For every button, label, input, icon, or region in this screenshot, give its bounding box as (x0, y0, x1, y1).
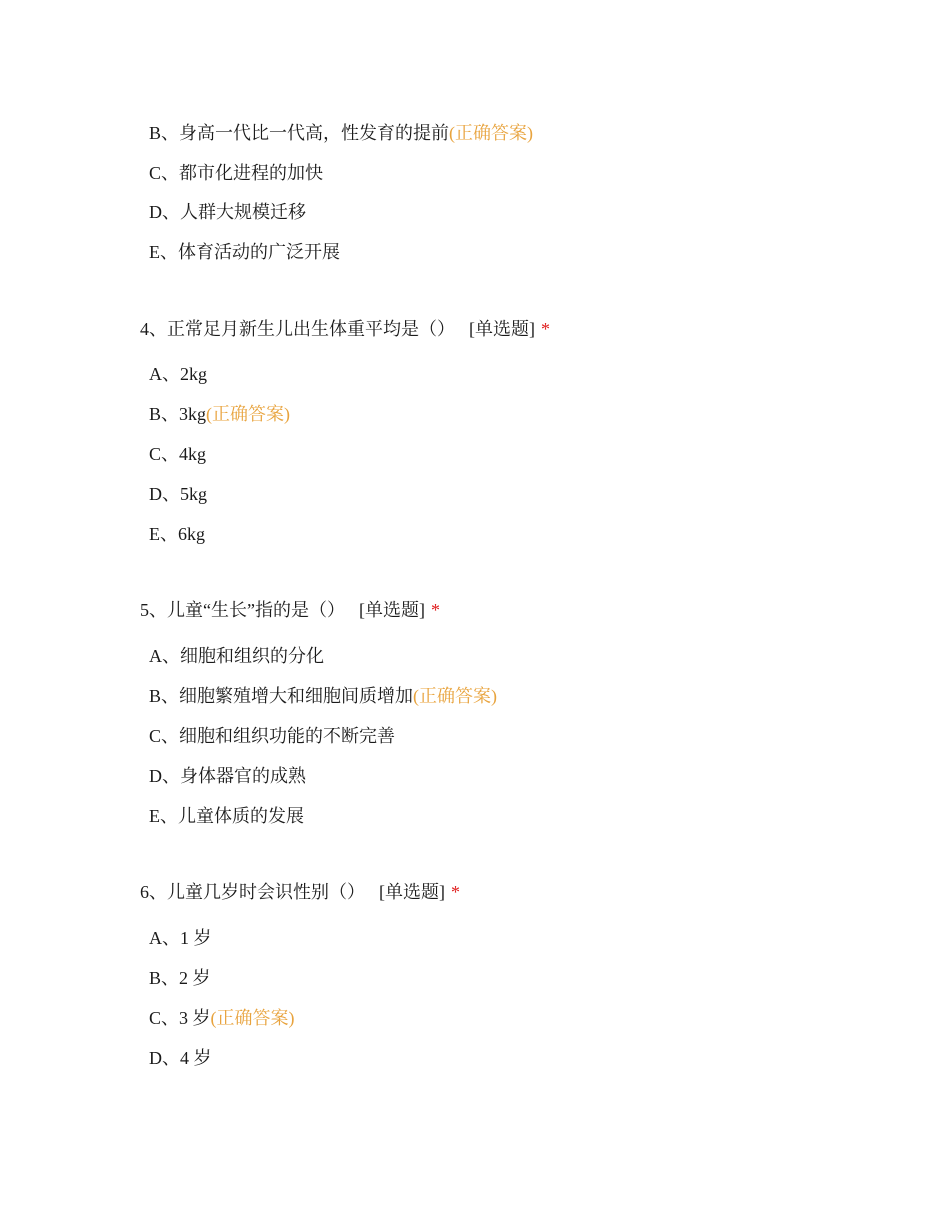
option-label: C、3 岁 (149, 1008, 211, 1028)
question-text: 4、正常足月新生儿出生体重平均是（） (140, 319, 455, 339)
question-4-title (140, 317, 550, 341)
question-5-title (140, 598, 440, 622)
question-type: [单选题] (358, 600, 425, 620)
q4-option-b (149, 402, 290, 426)
question-type: [单选题] (469, 319, 535, 339)
option-label: C、4kg (149, 444, 207, 464)
option-label: E、儿童体质的发展 (149, 806, 304, 826)
q4-option-a (149, 362, 207, 386)
correct-answer-mark: (正确答案) (413, 686, 498, 706)
question-text: 5、儿童“生长”指的是（） (140, 600, 345, 620)
q6-option-a (149, 926, 212, 950)
option-label: A、1 岁 (149, 928, 212, 948)
option-label: A、细胞和组织的分化 (149, 646, 324, 666)
q4-option-e (149, 522, 205, 546)
q6-option-b (149, 966, 211, 990)
option-label: C、都市化进程的加快 (149, 163, 324, 183)
option-label: D、身体器官的成熟 (149, 766, 306, 786)
option-label: B、细胞繁殖增大和细胞间质增加 (149, 686, 414, 706)
required-mark: * (451, 882, 460, 902)
question-type: [单选题] (379, 882, 445, 902)
option-label: D、5kg (149, 484, 207, 504)
option-label: B、身高一代比一代高，性发育的提前 (149, 123, 450, 143)
q5-option-b (149, 684, 497, 708)
correct-answer-mark: (正确答案) (210, 1008, 295, 1028)
option-label: E、6kg (149, 524, 205, 544)
option-label: B、2 岁 (149, 968, 211, 988)
option-label: A、2kg (149, 364, 207, 384)
option-label: E、体育活动的广泛开展 (149, 242, 340, 262)
q6-option-c (149, 1006, 295, 1030)
option-label: C、细胞和组织功能的不断完善 (149, 726, 396, 746)
q3-option-d (149, 200, 306, 224)
q5-option-d (149, 764, 306, 788)
correct-answer-mark: (正确答案) (449, 123, 534, 143)
question-6-title (140, 880, 460, 904)
q4-option-d (149, 482, 207, 506)
q5-option-e (149, 804, 304, 828)
q3-option-e (149, 240, 340, 264)
option-label: D、4 岁 (149, 1048, 212, 1068)
required-mark: * (430, 600, 440, 620)
q3-option-b (149, 121, 533, 145)
q3-option-c (149, 161, 323, 185)
option-label: B、3kg (149, 404, 207, 424)
question-text: 6、儿童几岁时会识性别（） (140, 882, 365, 902)
q4-option-c (149, 442, 206, 466)
option-label: D、人群大规模迁移 (149, 202, 306, 222)
correct-answer-mark: (正确答案) (206, 404, 291, 424)
q5-option-a (149, 644, 324, 668)
q6-option-d (149, 1046, 212, 1070)
required-mark: * (541, 319, 550, 339)
q5-option-c (149, 724, 395, 748)
